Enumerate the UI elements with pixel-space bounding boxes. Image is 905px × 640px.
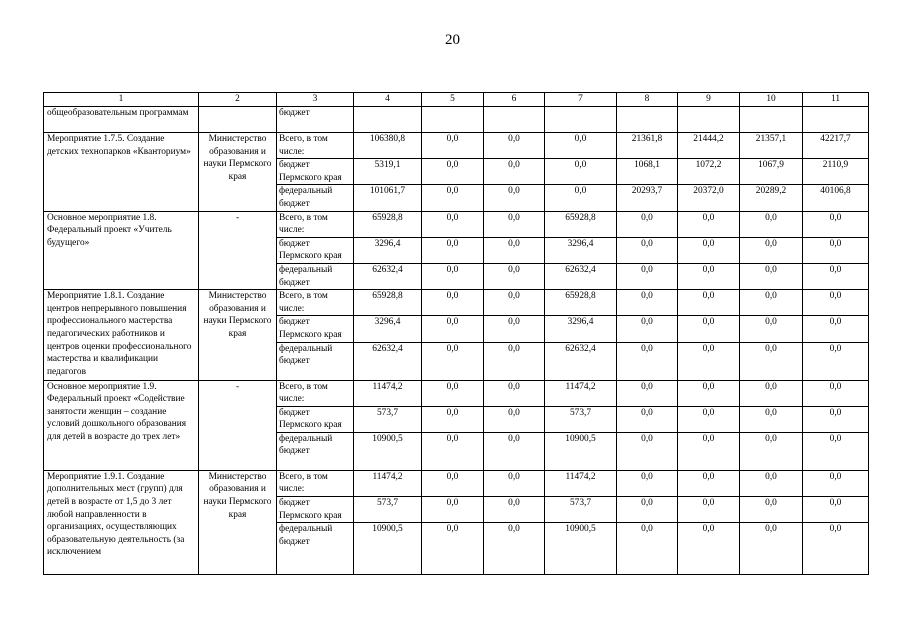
executor: Министерство образования и науки Пермского края (199, 470, 277, 574)
amount-cell: 0,0 (617, 497, 678, 523)
column-number: 9 (678, 93, 740, 107)
funding-source: федеральный бюджет (277, 432, 354, 470)
amount-cell: 5319,1 (354, 159, 422, 185)
amount-cell: 42217,7 (803, 133, 869, 159)
amount-cell: 10900,5 (354, 523, 422, 575)
amount-cell: 0,0 (484, 470, 545, 496)
measure-name: Основное мероприятие 1.8. Федеральный проект «Учитель будущего» (44, 211, 199, 290)
budget-row (44, 290, 869, 316)
amount-cell: 0,0 (617, 237, 678, 263)
amount-cell: 1067,9 (740, 159, 803, 185)
funding-source: Всего, в том числе: (277, 133, 354, 159)
amount-cell: 3296,4 (354, 237, 422, 263)
amount-cell: 0,0 (803, 211, 869, 237)
amount-cell: 0,0 (422, 380, 484, 406)
funding-source: федеральный бюджет (277, 342, 354, 380)
amount-cell: 10900,5 (545, 432, 617, 470)
amount-cell: 0,0 (484, 380, 545, 406)
amount-cell: 0,0 (484, 185, 545, 211)
amount-cell: 0,0 (740, 263, 803, 289)
funding-source: бюджет (277, 107, 354, 133)
funding-source: бюджет Пермского края (277, 159, 354, 185)
amount-cell: 0,0 (617, 342, 678, 380)
amount-cell: 0,0 (545, 185, 617, 211)
amount-cell: 3296,4 (354, 316, 422, 342)
amount-cell: 11474,2 (545, 380, 617, 406)
amount-cell: 0,0 (484, 342, 545, 380)
amount-cell: 0,0 (617, 263, 678, 289)
amount-cell: 1068,1 (617, 159, 678, 185)
amount-cell: 0,0 (678, 470, 740, 496)
amount-cell: 0,0 (422, 133, 484, 159)
amount-cell: 0,0 (803, 406, 869, 432)
amount-cell: 0,0 (617, 470, 678, 496)
amount-cell: 0,0 (678, 290, 740, 316)
empty-cell (422, 107, 484, 133)
amount-cell: 0,0 (740, 470, 803, 496)
budget-row (44, 470, 869, 496)
amount-cell: 0,0 (678, 263, 740, 289)
funding-source: Всего, в том числе: (277, 380, 354, 406)
amount-cell: 0,0 (740, 342, 803, 380)
amount-cell: 0,0 (422, 185, 484, 211)
amount-cell: 0,0 (803, 263, 869, 289)
amount-cell: 0,0 (678, 380, 740, 406)
amount-cell: 65928,8 (354, 290, 422, 316)
amount-cell: 3296,4 (545, 316, 617, 342)
amount-cell: 0,0 (484, 523, 545, 575)
executor: - (199, 380, 277, 470)
amount-cell: 0,0 (422, 497, 484, 523)
amount-cell: 0,0 (422, 211, 484, 237)
amount-cell: 1072,2 (678, 159, 740, 185)
amount-cell: 0,0 (484, 497, 545, 523)
amount-cell: 62632,4 (545, 342, 617, 380)
amount-cell: 0,0 (803, 497, 869, 523)
amount-cell: 0,0 (740, 406, 803, 432)
amount-cell: 40106,8 (803, 185, 869, 211)
amount-cell: 0,0 (484, 159, 545, 185)
amount-cell: 0,0 (422, 159, 484, 185)
column-number: 6 (484, 93, 545, 107)
amount-cell: 21357,1 (740, 133, 803, 159)
amount-cell: 0,0 (617, 432, 678, 470)
amount-cell: 0,0 (617, 290, 678, 316)
budget-row (44, 133, 869, 159)
amount-cell: 0,0 (484, 211, 545, 237)
column-number: 7 (545, 93, 617, 107)
amount-cell: 0,0 (803, 380, 869, 406)
amount-cell: 0,0 (678, 523, 740, 575)
amount-cell: 573,7 (354, 406, 422, 432)
amount-cell: 106380,8 (354, 133, 422, 159)
column-number: 1 (44, 93, 199, 107)
funding-source: федеральный бюджет (277, 523, 354, 575)
measure-name: Мероприятие 1.8.1. Создание центров непрерывного повышения профессионального мастерства педагогических работников и центров оценки профессионального мастерства и квалификации педагогов (44, 290, 199, 380)
amount-cell: 20372,0 (678, 185, 740, 211)
amount-cell: 0,0 (484, 237, 545, 263)
amount-cell: 20293,7 (617, 185, 678, 211)
funding-source: Всего, в том числе: (277, 470, 354, 496)
amount-cell: 0,0 (740, 237, 803, 263)
amount-cell: 0,0 (617, 316, 678, 342)
funding-source: федеральный бюджет (277, 185, 354, 211)
executor: Министерство образования и науки Пермского края (199, 133, 277, 212)
measure-name: Основное мероприятие 1.9. Федеральный проект «Содействие занятости женщин – создание условий дошкольного образования для детей в возрасте до трех лет» (44, 380, 199, 470)
amount-cell: 3296,4 (545, 237, 617, 263)
amount-cell: 0,0 (422, 316, 484, 342)
amount-cell: 0,0 (617, 523, 678, 575)
funding-source: бюджет Пермского края (277, 237, 354, 263)
measure-name: Мероприятие 1.9.1. Создание дополнительных мест (групп) для детей в возрасте от 1,5 до 3 лет любой направленности в организациях, осуществляющих образовательную деятельность (за исключением (44, 470, 199, 574)
amount-cell: 2110,9 (803, 159, 869, 185)
amount-cell: 0,0 (484, 263, 545, 289)
funding-source: федеральный бюджет (277, 263, 354, 289)
column-number: 5 (422, 93, 484, 107)
amount-cell: 11474,2 (354, 380, 422, 406)
amount-cell: 65928,8 (545, 290, 617, 316)
funding-source: Всего, в том числе: (277, 211, 354, 237)
amount-cell: 0,0 (678, 497, 740, 523)
funding-source: Всего, в том числе: (277, 290, 354, 316)
amount-cell: 0,0 (545, 133, 617, 159)
amount-cell: 11474,2 (354, 470, 422, 496)
funding-source: бюджет Пермского края (277, 316, 354, 342)
amount-cell: 0,0 (422, 237, 484, 263)
amount-cell: 0,0 (803, 523, 869, 575)
amount-cell: 62632,4 (354, 342, 422, 380)
measure-name: Мероприятие 1.7.5. Создание детских технопарков «Кванториум» (44, 133, 199, 212)
amount-cell: 0,0 (422, 523, 484, 575)
continuation-row (44, 107, 869, 133)
amount-cell: 0,0 (422, 470, 484, 496)
amount-cell: 0,0 (545, 159, 617, 185)
column-number: 10 (740, 93, 803, 107)
amount-cell: 0,0 (803, 237, 869, 263)
amount-cell: 0,0 (617, 406, 678, 432)
empty-cell (803, 107, 869, 133)
executor: Министерство образования и науки Пермского края (199, 290, 277, 380)
column-number-row (44, 93, 869, 107)
amount-cell: 11474,2 (545, 470, 617, 496)
amount-cell: 0,0 (484, 290, 545, 316)
funding-source: бюджет Пермского края (277, 497, 354, 523)
amount-cell: 573,7 (354, 497, 422, 523)
budget-row (44, 211, 869, 237)
amount-cell: 573,7 (545, 406, 617, 432)
budget-row (44, 380, 869, 406)
amount-cell: 62632,4 (545, 263, 617, 289)
amount-cell: 65928,8 (545, 211, 617, 237)
column-number: 2 (199, 93, 277, 107)
column-number: 4 (354, 93, 422, 107)
amount-cell: 0,0 (740, 523, 803, 575)
amount-cell: 0,0 (740, 380, 803, 406)
amount-cell: 0,0 (484, 133, 545, 159)
page-number: 20 (445, 32, 460, 48)
empty-cell (740, 107, 803, 133)
amount-cell: 0,0 (803, 342, 869, 380)
amount-cell: 0,0 (678, 432, 740, 470)
amount-cell: 0,0 (422, 406, 484, 432)
amount-cell: 0,0 (740, 432, 803, 470)
amount-cell: 0,0 (422, 432, 484, 470)
empty-cell (354, 107, 422, 133)
column-number: 11 (803, 93, 869, 107)
amount-cell: 0,0 (740, 211, 803, 237)
amount-cell: 0,0 (678, 211, 740, 237)
column-number: 8 (617, 93, 678, 107)
amount-cell: 0,0 (803, 316, 869, 342)
amount-cell: 0,0 (803, 432, 869, 470)
empty-cell (678, 107, 740, 133)
executor (199, 107, 277, 133)
amount-cell: 0,0 (740, 316, 803, 342)
amount-cell: 101061,7 (354, 185, 422, 211)
amount-cell: 20289,2 (740, 185, 803, 211)
amount-cell: 0,0 (422, 263, 484, 289)
amount-cell: 0,0 (422, 290, 484, 316)
amount-cell: 62632,4 (354, 263, 422, 289)
amount-cell: 0,0 (740, 290, 803, 316)
amount-cell: 21444,2 (678, 133, 740, 159)
amount-cell: 10900,5 (545, 523, 617, 575)
amount-cell: 0,0 (678, 316, 740, 342)
amount-cell: 21361,8 (617, 133, 678, 159)
budget-table (43, 92, 869, 575)
amount-cell: 0,0 (803, 470, 869, 496)
amount-cell: 0,0 (617, 211, 678, 237)
column-number: 3 (277, 93, 354, 107)
empty-cell (545, 107, 617, 133)
amount-cell: 0,0 (422, 342, 484, 380)
measure-name: общеобразовательным программам (44, 107, 199, 133)
amount-cell: 0,0 (484, 432, 545, 470)
amount-cell: 0,0 (678, 406, 740, 432)
amount-cell: 10900,5 (354, 432, 422, 470)
amount-cell: 0,0 (740, 497, 803, 523)
amount-cell: 0,0 (678, 342, 740, 380)
amount-cell: 0,0 (484, 316, 545, 342)
amount-cell: 0,0 (678, 237, 740, 263)
amount-cell: 0,0 (617, 380, 678, 406)
amount-cell: 65928,8 (354, 211, 422, 237)
amount-cell: 0,0 (484, 406, 545, 432)
amount-cell: 573,7 (545, 497, 617, 523)
funding-source: бюджет Пермского края (277, 406, 354, 432)
executor: - (199, 211, 277, 290)
empty-cell (617, 107, 678, 133)
empty-cell (484, 107, 545, 133)
amount-cell: 0,0 (803, 290, 869, 316)
